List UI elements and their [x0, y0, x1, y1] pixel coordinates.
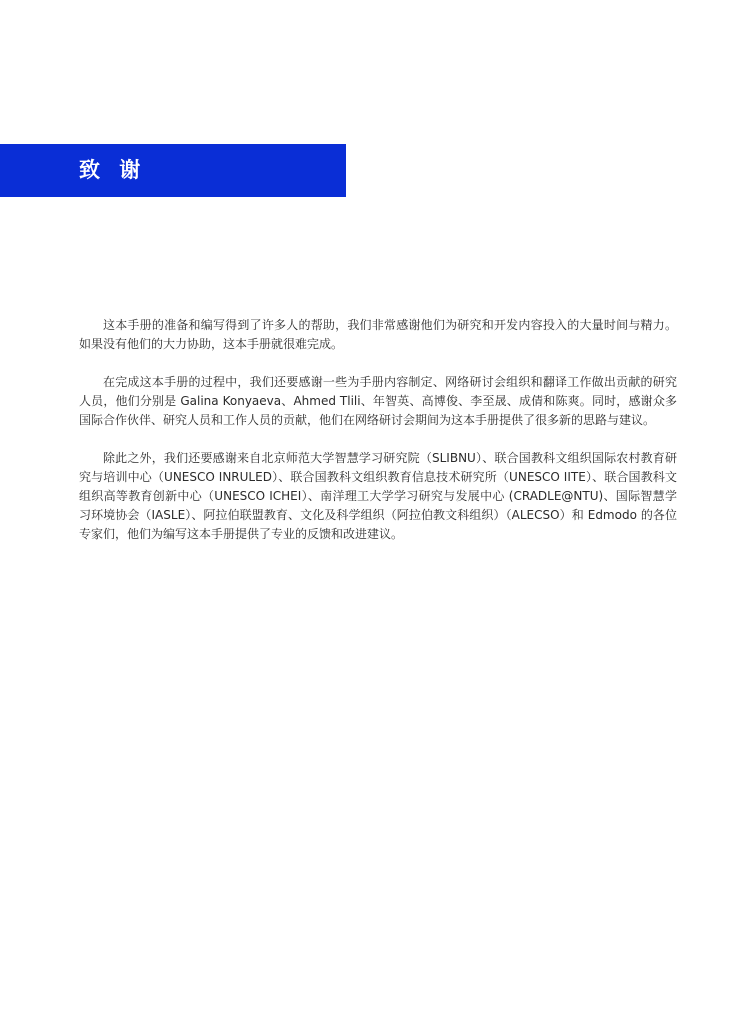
title-banner [0, 144, 346, 197]
paragraph-3: 除此之外，我们还要感谢来自北京师范大学智慧学习研究院（SLIBNU）、联合国教科文组织国际农村教育研究与培训中心（UNESCO INRULED）、联合国教科文组织教育信息技术研究所（UNESCO IITE）、联合国教科文组织高等教育创新中心（UNESCO ICHEI）、南洋理工大学学习研究与发展中心 (CRADLE@NTU)、国际智慧学习环境协会（IASLE）、阿拉伯联盟教育、文化及科学组织（阿拉伯教文科组织）（ALECSO）和 Edmodo 的各位专家们，他们为编写这本手册提供了专业的反馈和改进建议。 [79, 451, 677, 541]
paragraph-1: 这本手册的准备和编写得到了许多人的帮助，我们非常感谢他们为研究和开发内容投入的大量时间与精力。如果没有他们的大力协助，这本手册就很难完成。 [79, 318, 677, 351]
acknowledgements-body [79, 316, 677, 563]
paragraph-2: 在完成这本手册的过程中，我们还要感谢一些为手册内容制定、网络研讨会组织和翻译工作做出贡献的研究人员，他们分别是 Galina Konyaeva、Ahmed Tlili、年智英、高博俊、李至晟、成倩和陈爽。同时，感谢众多国际合作伙伴、研究人员和工作人员的贡献，他们在网络研讨会期间为这本手册提供了很多新的思路与建议。 [79, 375, 677, 427]
page-title: 致 谢 [79, 158, 147, 182]
